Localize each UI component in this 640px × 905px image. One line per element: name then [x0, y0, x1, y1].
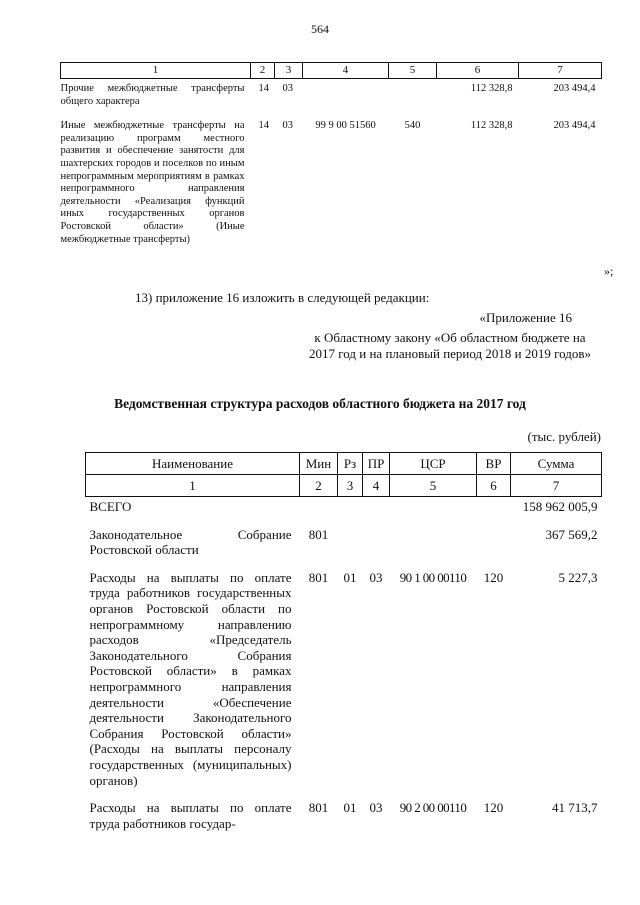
- col-header: 1: [61, 63, 251, 79]
- row-rz: [338, 497, 363, 519]
- row-min: 801: [308, 800, 329, 816]
- row-pr: [363, 519, 390, 562]
- col-header-name: Наименование: [86, 453, 300, 475]
- row-rz: 03: [282, 120, 293, 132]
- row-sum: 367 569,2: [545, 526, 598, 542]
- row-csr: 90 2 00 00110: [399, 800, 467, 816]
- row-vr: [389, 79, 437, 109]
- col-header-csr: ЦСР: [390, 453, 477, 475]
- continued-table-header-row: [61, 63, 602, 79]
- row-sum-2018: 112 328,8: [470, 120, 513, 132]
- col-header: 3: [275, 63, 303, 79]
- header-row: [86, 453, 602, 475]
- col-number: 3: [338, 475, 363, 497]
- row-min: [300, 497, 338, 519]
- col-header: 5: [389, 63, 437, 79]
- header-number-row: [86, 475, 602, 497]
- col-header-vr: ВР: [477, 453, 511, 475]
- row-csr: [390, 497, 477, 519]
- appendix-heading: [300, 310, 600, 362]
- row-vr: [477, 519, 511, 562]
- continued-table: [60, 62, 602, 246]
- col-number: 5: [390, 475, 477, 497]
- row-name: Расходы на выплаты по оплате труда работников государственных органов Ростовской области по непрограммному направлению расходов «Председатель Законодательного Собрания Ростовской области» в рамках непрограммного направления деятельности «Обеспечение деятельности Законодательного Собрания Ростовской области» (Расходы на выплаты персоналу государственных (муниципальных) органов): [89, 569, 292, 788]
- table-row: [86, 792, 602, 835]
- closing-quote-mark: »;: [604, 264, 614, 278]
- row-min: 801: [308, 526, 329, 542]
- table-row: [61, 79, 602, 109]
- row-rz: 01: [343, 569, 357, 585]
- col-number: 2: [300, 475, 338, 497]
- row-pr: 03: [369, 800, 383, 816]
- row-sum: 41 713,7: [552, 800, 598, 816]
- row-csr: 90 1 00 00110: [399, 569, 467, 585]
- row-vr: 120: [483, 569, 504, 585]
- row-name: Прочие межбюджетные трансферты общего характера: [60, 83, 245, 107]
- row-rz: 03: [282, 83, 293, 94]
- col-header-min: Мин: [300, 453, 338, 475]
- row-sum-2018: 112 328,8: [470, 83, 513, 94]
- col-number: 6: [477, 475, 511, 497]
- row-pr: [363, 497, 390, 519]
- row-vr: [477, 497, 511, 519]
- row-sum-2019: 203 494,4: [553, 120, 596, 132]
- row-rz: [338, 519, 363, 562]
- col-header: 4: [303, 63, 389, 79]
- row-min: 801: [308, 569, 329, 585]
- table-row-total: [86, 497, 602, 519]
- col-header-sum: Сумма: [511, 453, 602, 475]
- row-name: ВСЕГО: [89, 499, 132, 514]
- expenditure-table: [85, 452, 602, 835]
- col-header: 6: [437, 63, 519, 79]
- row-name: Расходы на выплаты по оплате труда работников государ-: [89, 800, 292, 831]
- col-number: 7: [511, 475, 602, 497]
- page-number: 564: [311, 22, 329, 36]
- table-row: [86, 562, 602, 792]
- table-row: [86, 519, 602, 562]
- col-number: 1: [86, 475, 300, 497]
- col-header: 2: [251, 63, 275, 79]
- appendix-subtitle: к Областному закону «Об областном бюджете на 2017 год и на плановый период 2018 и 2019 годов»: [309, 330, 591, 361]
- row-name: Законодательное Собрание Ростовской области: [89, 526, 292, 558]
- col-header-pr: ПР: [363, 453, 390, 475]
- row-name: Иные межбюджетные трансферты на реализацию программ местного развития и обеспечение занятости для шахтерских городов и поселков по иным непрограммным мероприятиям в рамках непрограммного направления деятельности «Реализация функций иных государственных органов Ростовской области» (Иные межбюджетные трансферты): [60, 120, 245, 245]
- table-row: [61, 108, 602, 246]
- row-sum: 158 962 005,9: [522, 499, 598, 514]
- row-csr: 99 9 00 51560: [315, 120, 376, 132]
- row-vr: 540: [404, 120, 421, 132]
- units-label: (тыс. рублей): [527, 429, 601, 444]
- col-header-rz: Рз: [338, 453, 363, 475]
- row-vr: 120: [483, 800, 504, 816]
- col-number: 4: [363, 475, 390, 497]
- row-min: 14: [258, 120, 269, 132]
- row-csr: [390, 519, 477, 562]
- row-sum-2019: 203 494,4: [553, 83, 596, 94]
- row-csr: [303, 79, 389, 109]
- row-rz: 01: [343, 800, 357, 816]
- col-header: 7: [519, 63, 602, 79]
- row-sum: 5 227,3: [558, 569, 598, 585]
- amendment-text: 13) приложение 16 изложить в следующей редакции:: [135, 290, 430, 305]
- appendix-title: «Приложение 16: [479, 310, 572, 325]
- row-pr: 03: [369, 569, 383, 585]
- row-min: 14: [258, 83, 269, 94]
- document-title: Ведомственная структура расходов областного бюджета на 2017 год: [114, 396, 526, 411]
